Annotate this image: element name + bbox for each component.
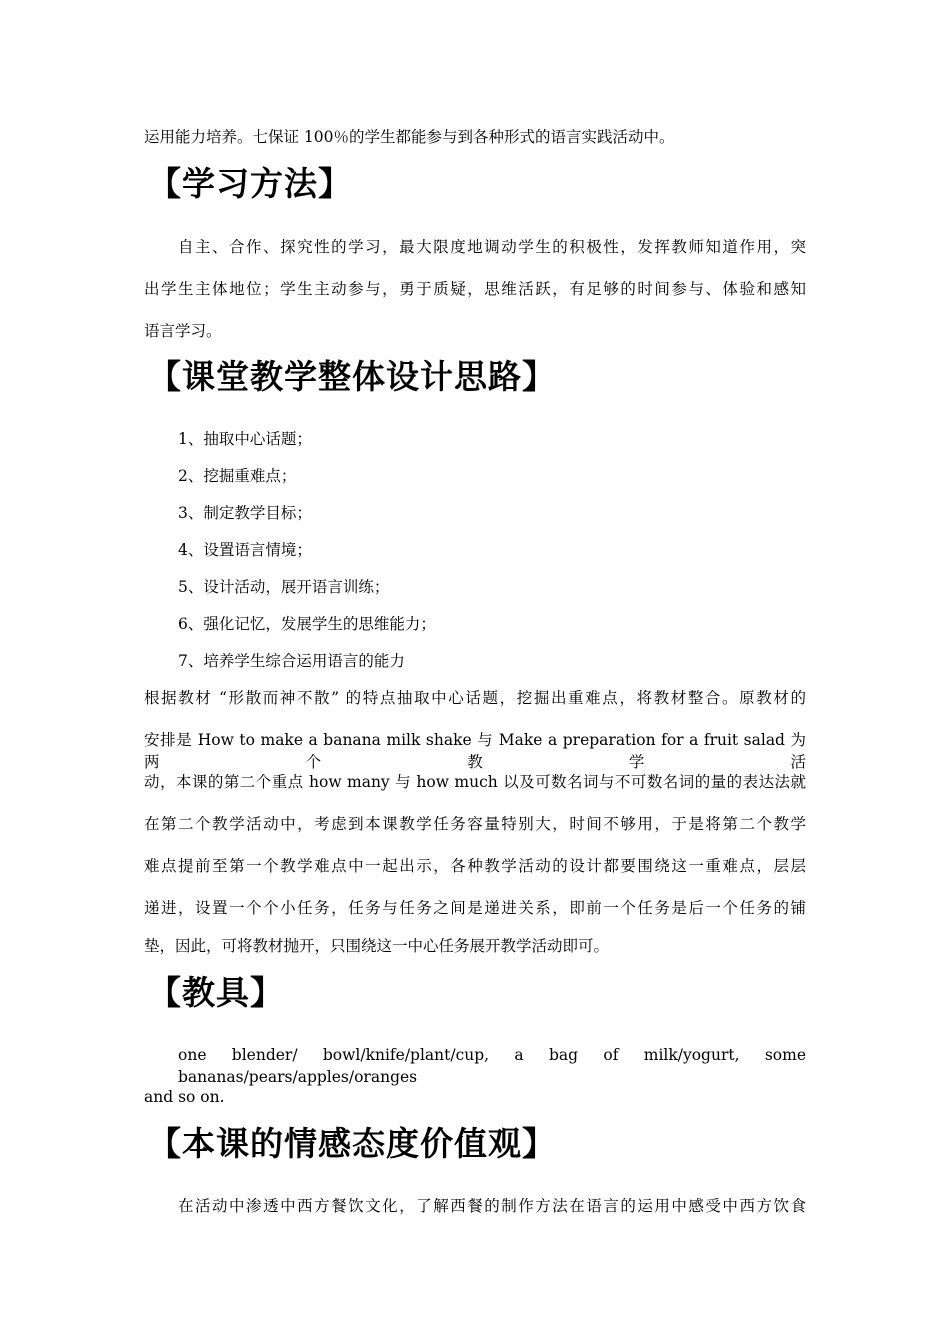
design-step-4: 4、设置语言情境； (178, 541, 312, 559)
heading-methods: 【学习方法】 (148, 164, 352, 203)
methods-line-2: 出学生主体地位；学生主动参与，勇于质疑，思维活跃，有足够的时间参与、体验和感知 (144, 280, 806, 298)
values-line-1: 在活动中渗透中西方餐饮文化，了解西餐的制作方法在语言的运用中感受中西方饮食 (178, 1197, 806, 1215)
design-paragraph-line-4: 在第二个教学活动中，考虑到本课教学任务容量特别大，时间不够用，于是将第二个教学 (144, 815, 806, 833)
design-paragraph-line-5: 难点提前至第一个教学难点中一起出示，各种教学活动的设计都要围绕这一重难点，层层 (144, 857, 806, 875)
design-step-5: 5、设计活动，展开语言训练； (178, 578, 390, 596)
design-step-6: 6、强化记忆，发展学生的思维能力； (178, 615, 436, 633)
design-paragraph-line-3: 动，本课的第二个重点 how many 与 how much 以及可数名词与不可数名词的量的表达法就 (144, 773, 806, 791)
heading-design: 【课堂教学整体设计思路】 (148, 357, 556, 396)
design-step-7: 7、培养学生综合运用语言的能力 (178, 652, 405, 670)
design-step-2: 2、挖掘重难点； (178, 467, 297, 485)
design-step-3: 3、制定教学目标； (178, 504, 312, 522)
design-paragraph-line-2: 安排是 How to make a banana milk shake 与 Make a preparation for a fruit salad 为两个教学活 (144, 731, 806, 771)
tools-line-2: and so on. (144, 1088, 225, 1106)
design-paragraph-line-7: 垫，因此，可将教材抛开，只围绕这一中心任务展开教学活动即可。 (144, 937, 610, 955)
methods-line-3: 语言学习。 (144, 322, 222, 340)
heading-values: 【本课的情感态度价值观】 (148, 1124, 556, 1163)
design-paragraph-line-1: 根据教材 “形散而神不散” 的特点抽取中心话题，挖掘出重难点，将教材整合。原教材的 (144, 689, 806, 707)
heading-tools: 【教具】 (148, 973, 284, 1012)
intro-line: 运用能力培养。七保证 100％的学生都能参与到各种形式的语言实践活动中。 (144, 128, 675, 146)
design-paragraph-line-6: 递进，设置一个个小任务，任务与任务之间是递进关系，即前一个任务是后一个任务的铺 (144, 899, 806, 917)
methods-line-1: 自主、合作、探究性的学习，最大限度地调动学生的积极性，发挥教师知道作用，突 (178, 238, 806, 256)
tools-line-1: one blender/ bowl/knife/plant/cup, a bag of milk/yogurt, some bananas/pears/apples/oranges (178, 1046, 806, 1086)
design-step-1: 1、抽取中心话题； (178, 430, 312, 448)
